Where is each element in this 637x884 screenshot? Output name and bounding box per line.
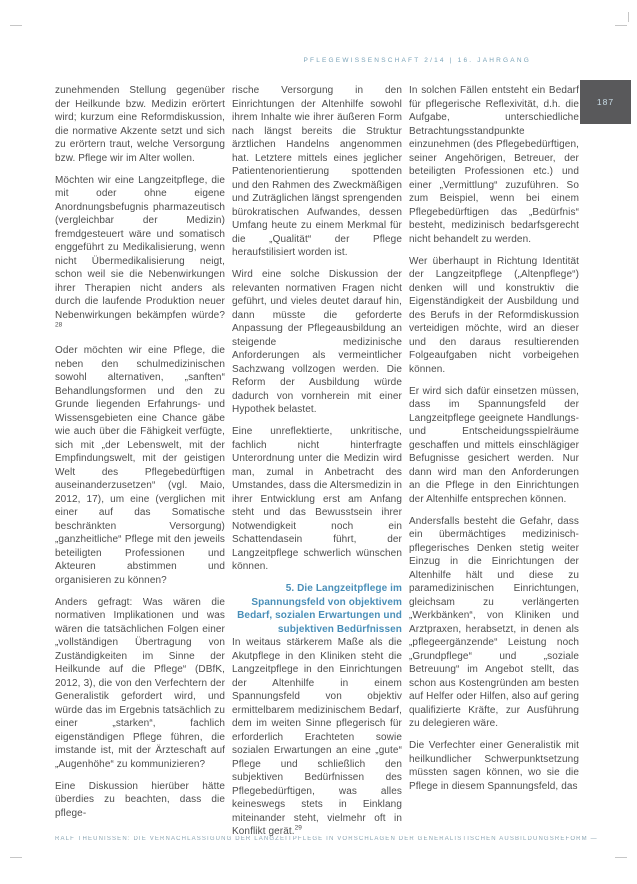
crop-mark-top-right-v bbox=[628, 12, 629, 22]
paragraph: Eine unreflektierte, unkritische, fachlich nicht hinterfragte Unterordnung unter die Medizin wird man, zumal in Anbetracht des Umstandes, dass die Altersmedizin in ihrer Entwicklung erst am Anfang steht und das Bewusstsein ihrer Notwendigkeit noch ein Schattendasein führt, der Langzeitpflege schwerlich wünschen können. bbox=[232, 426, 402, 572]
paragraph-text: Möchten wir eine Langzeitpflege, die mit oder ohne eigene Anordnungsbefugnis pharmazeutisch (vergleichbar der Medizin) fremdgesteuert wäre und somatisch enggeführt zu Medikalisierung, wenn nicht Übermedikalisierung neigt, schon weil sie die Nebenwirkungen ihrer Therapien nicht anders als durch die laufende Produktion neuer Nebenwirkungen bekämpfen würde? bbox=[55, 174, 225, 321]
crop-mark-bottom-right bbox=[615, 857, 627, 858]
footnote-ref: 29 bbox=[294, 824, 302, 832]
column-1 bbox=[55, 84, 225, 839]
paragraph bbox=[55, 174, 225, 336]
paragraph: Wer überhaupt in Richtung Identität der Langzeitpflege („Altenpflege“) denken will und konstruktiv die Eigenständigkeit der Ausbildung und des Berufs in der Reformdiskussion verteidigen möchte, wird an dieser und den daraus resultierenden Folgeaufgaben nicht vorbeigehen können. bbox=[409, 255, 579, 375]
paragraph: zunehmenden Stellung gegenüber der Heilkunde bzw. Medizin erörtert wird; kurzum eine Reformdiskussion, die normative Akzente setzt und sich zu erörtern traut, welche Versorgung bzw. Pflege wir im Alter wollen. bbox=[55, 85, 225, 164]
paragraph: In solchen Fällen entsteht ein Bedarf für pflegerische Reflexivität, d.h. die Aufgabe, unterschiedliche Betrachtungsstandpunkte einzunehmen (des Pflegebedürftigen, seiner Angehörigen, Betreuer, der beteiligten Professionen etc.) und einer „Vermittlung“ zuzuführen. So zum Beispiel, wenn bei einem Pflegebedürftigen das „Bedürfnis“ besteht, medizinisch bedarfsgerecht nicht behandelt zu werden. bbox=[409, 85, 579, 245]
page-number: 187 bbox=[596, 97, 615, 107]
paragraph: Er wird sich dafür einsetzen müssen, dass im Spannungsfeld der Langzeitpflege geeignete Handlungs- und Entscheidungsspielräume geschaffen und mittels einschlägiger Befugnisse gesichert werden. Nur dann wird man den Anforderungen an die Pflege in den Einrichtungen der Altenhilfe entsprechen können. bbox=[409, 385, 579, 505]
paragraph bbox=[232, 636, 402, 839]
column-3 bbox=[409, 84, 579, 839]
paragraph: Andersfalls besteht die Gefahr, dass ein übermächtiges medizinisch-pflegerisches Denken stetig weiter Einzug in die Einrichtungen der Altenhilfe hält und diese zu paramedizinischen Einrichtungen, gleichsam zu verlängerten „Werkbänken“, von Kliniken und Arztpraxen, herabsetzt, in denen als „pflegeergänzende“ Leistung noch „Grundpflege“ und „soziale Betreuung“ im Angebot stellt, das schon aus Kostengründen am besten auf Helfer oder Hilfen, also auf gering qualifizierte Kräfte, zur Ausführung zu delegieren wäre. bbox=[409, 515, 579, 729]
page-number-badge bbox=[580, 80, 631, 124]
paragraph-text: In weitaus stärkerem Maße als die Akutpflege in den Kliniken steht die Langzeitpflege in den Einrichtungen der Altenhilfe in einem Spannungsfeld von objektiv ermittelbarem medizinischem Bedarf, dem im weiten Sinne pflegerisch für erforderlich Erachteten sowie sozialen Erwartungen an eine „gute“ Pflege und schließlich den subjektiven Bedürfnissen des Pflegebedürftigen, was alles keineswegs stets in Einklang miteinander steht, vielmehr oft in Konflikt gerät. bbox=[232, 637, 402, 837]
crop-mark-bottom-left bbox=[10, 857, 22, 858]
crop-mark-top-right bbox=[615, 25, 627, 26]
paragraph: Die Verfechter einer Generalistik mit heilkundlicher Schwerpunktsetzung müssten sagen können, wo sie die Pflege in diesem Spannungsfeld, das bbox=[409, 740, 579, 792]
section-heading: 5. Die Langzeitpflege im Spannungsfeld von objektivem Bedarf, sozialen Erwartungen und subjektiven Bedürfnissen bbox=[237, 583, 402, 635]
running-footer: RALF THEUNISSEN: DIE VERNACHLÄSSIGUNG DER LANGZEITPFLEGE IN VORSCHLÄGEN DER GENERALISTISCHEN AUSBILDUNGSREFORM — bbox=[55, 836, 598, 842]
paragraph: Wird eine solche Diskussion der relevanten normativen Fragen nicht geführt, und vieles deutet darauf hin, dann müsste die geforderte Anpassung der Pflegeausbildung an steigende medizinische Anforderungen als vermeintlicher Sachzwang vollzogen werden. Die Reform der Ausbildung würde dadurch von vornherein mit einer Hypothek belastet. bbox=[232, 269, 402, 415]
footnote-ref: 28 bbox=[55, 321, 63, 329]
journal-header: PFLEGEWISSENSCHAFT 2/14 | 16. JAHRGANG bbox=[303, 57, 531, 64]
column-2 bbox=[232, 84, 402, 839]
paragraph: Oder möchten wir eine Pflege, die neben den schulmedizinischen sowohl alternativen, „sanften“ Behandlungsformen und den zu Grunde liegenden Erfahrungs- und Wissensgebieten eine Chance gäbe wie auch über die Fähigkeit verfügte, sich mit „der Lebenswelt, mit der Empfindungswelt, mit der geistigen Welt des Pflegebedürftigen auseinanderzusetzen“ (vgl. Maio, 2012, 17), um eine (verglichen mit einer auf das Somatische beschränkten Versorgung) „ganzheitliche“ Pflege mit den jeweils beteiligten Professionen und Akteuren abstimmen und organisieren zu können? bbox=[55, 345, 225, 586]
crop-mark-top-left bbox=[10, 25, 22, 26]
text-columns bbox=[55, 84, 580, 839]
paragraph: Eine Diskussion hierüber hätte überdies zu beachten, dass die pflege- bbox=[55, 780, 225, 819]
paragraph: rische Versorgung in den Einrichtungen der Altenhilfe sowohl ihrem Inhalte wie ihrer äußeren Form nach längst bereits die Struktur ärztlichen Handelns angenommen hat. Letztere mittels eines jeglicher Patientenorientierung spottenden und den Rahmen des Zweckmäßigen und Zuträglichen längst sprengenden bürokratischen Aufwandes, dessen Umfang heute zu einem Merkmal für die „Qualität“ der Pflege heraufstilisiert worden ist. bbox=[232, 85, 402, 258]
paragraph: Anders gefragt: Was wären die normativen Implikationen und was wären die tatsächlichen Folgen einer „vollständigen Übertragung von Zuständigkeiten im Sinne der Heilkunde auf die Pflege“ (DBfK, 2012, 3), die von den Verfechtern der Generalistik gefordert wird, und würde das im Ergebnis tatsächlich zu einer „starken“, fachlich eigenständigen Pflege führen, die imstande ist, mit der Ärzteschaft auf „Augenhöhe“ zu kommunizieren? bbox=[55, 596, 225, 770]
